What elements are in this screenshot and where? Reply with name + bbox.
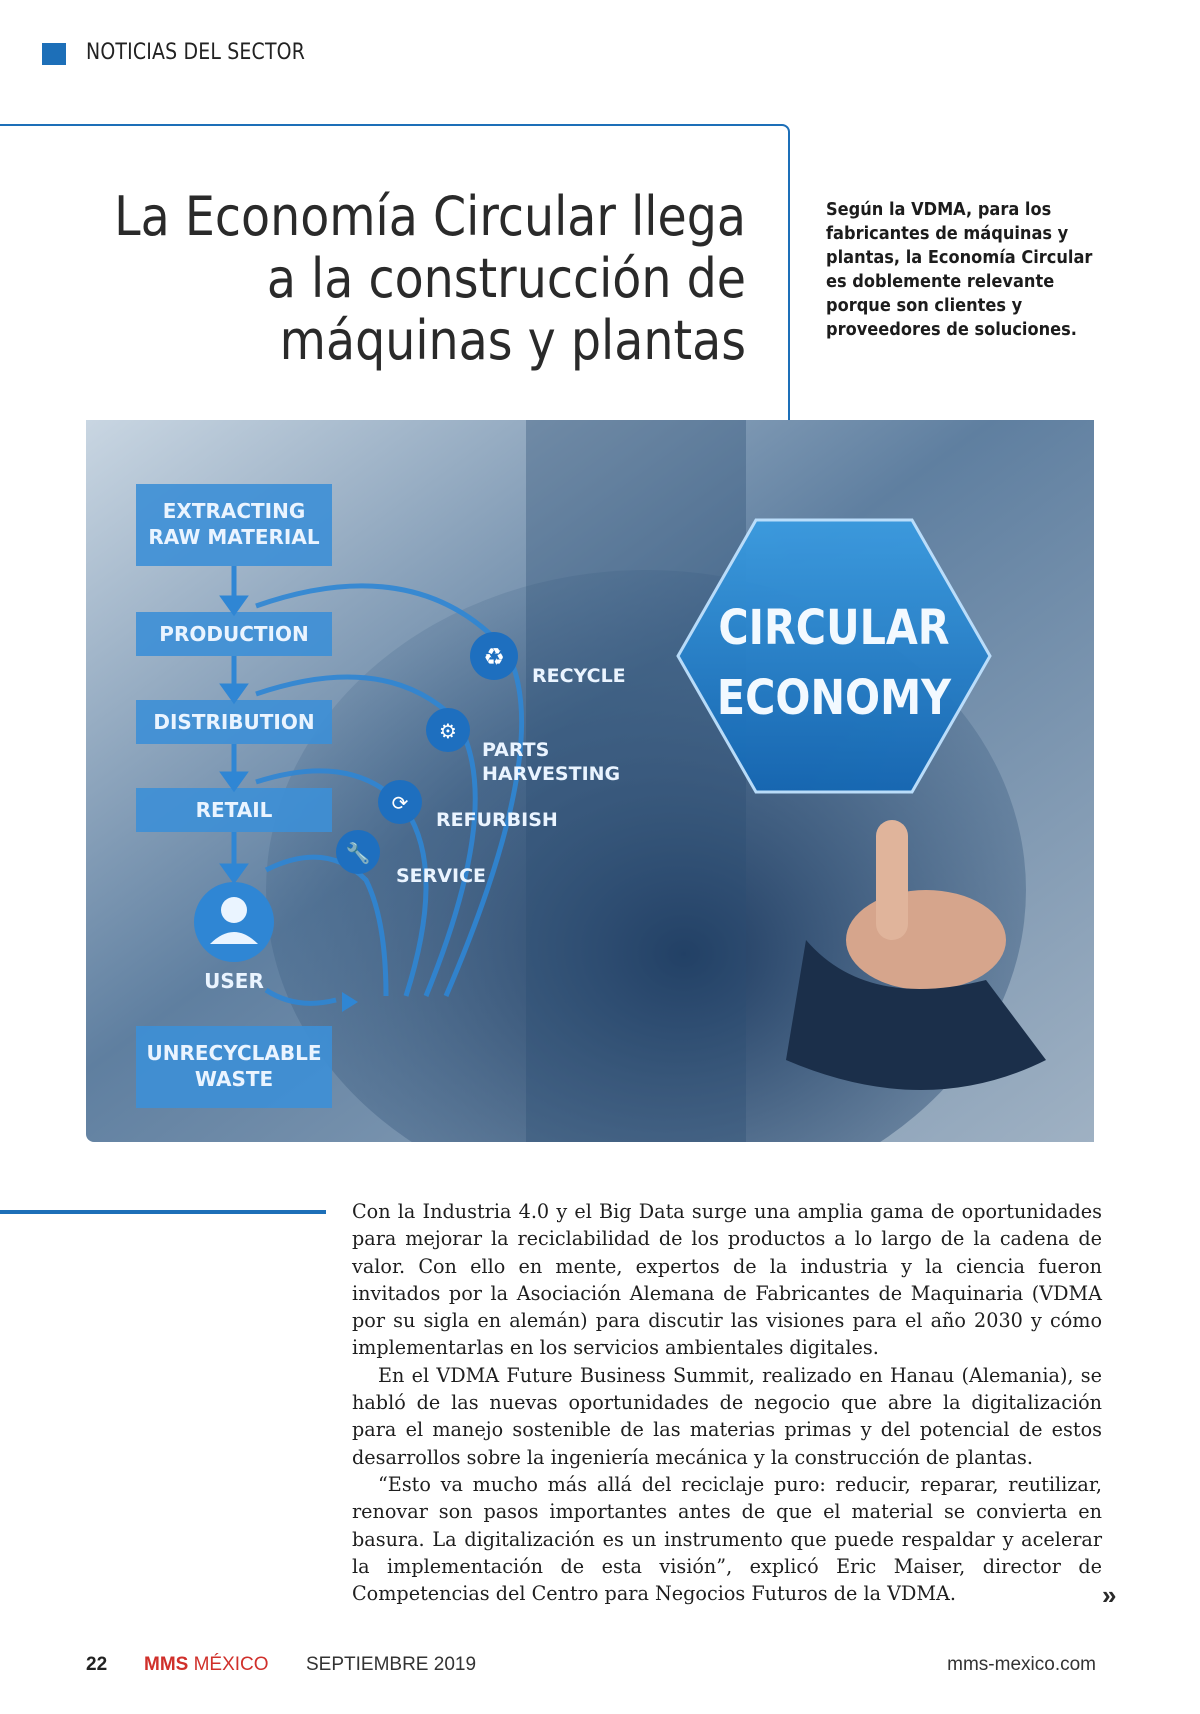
loop-label-refurbish: REFURBISH [436,809,558,831]
hero-image [86,420,1094,1142]
svg-text:♻: ♻ [483,643,505,671]
refresh-icon [378,780,422,824]
page-number: 22 [86,1654,108,1675]
section-label: NOTICIAS DEL SECTOR [86,40,306,65]
recycle-icon [470,632,518,680]
svg-text:WASTE: WASTE [194,1067,274,1091]
section-marker [42,43,66,65]
loop-label-parts: PARTS [482,739,550,761]
wrench-icon [336,830,380,874]
gear-bolt-icon [426,708,470,752]
issue-date: SEPTIEMBRE 2019 [306,1654,477,1675]
paragraph: En el VDMA Future Business Summit, realizado en Hanau (Alemania), se habló de las nuevas oportunidades de negocio que abre la digitalización para el manejo sostenible de las materias primas y del potencial de estos desarrollos sobre la ingeniería mecánica y la construcción de plantas. [352,1363,1102,1469]
svg-text:DISTRIBUTION: DISTRIBUTION [153,710,315,734]
article-deck: Según la VDMA, para los fabricantes de máquinas y plantas, la Economía Circular es doblemente relevante porque son clientes y proveedores de soluciones. [826,199,1093,340]
svg-text:EXTRACTING: EXTRACTING [162,499,306,523]
svg-text:⚙: ⚙ [439,719,457,743]
flow-box-waste [136,1026,332,1108]
svg-text:PRODUCTION: PRODUCTION [159,622,309,646]
body-rule [0,1210,326,1214]
flow-box-production [136,612,332,656]
svg-text:CIRCULAR: CIRCULAR [718,598,950,656]
flow-box-retail [136,788,332,832]
svg-text:RETAIL: RETAIL [195,798,273,822]
svg-text:RAW MATERIAL: RAW MATERIAL [148,525,320,549]
article-body [352,1198,1102,1607]
svg-text:⟳: ⟳ [391,791,409,815]
continue-arrow-icon[interactable]: » [1102,1580,1117,1610]
svg-text:ECONOMY: ECONOMY [716,668,952,726]
article-title: La Economía Circular llega a la construcción de máquinas y plantas [114,185,747,372]
site-link[interactable]: mms-mexico.com [947,1654,1096,1675]
svg-text:UNRECYCLABLE: UNRECYCLABLE [146,1041,322,1065]
user-label: USER [204,969,264,993]
paragraph: Con la Industria 4.0 y el Big Data surge una amplia gama de oportunidades para mejorar la reciclabilidad de los productos a lo largo de la cadena de valor. Con ello en mente, expertos de la industria y la ciencia fueron invitados por la Asociación Alemana de Fabricantes de Maquinaria (VDMA por su sigla en alemán) para discutir las visiones para el año 2030 y cómo implementarlas en los servicios ambientales digitales. [352,1200,1102,1360]
user-icon [194,882,274,962]
brand-name: MMS MÉXICO [144,1654,269,1675]
loop-label-recycle: RECYCLE [532,665,626,687]
flow-box-extracting [136,484,332,566]
paragraph: “Esto va mucho más allá del reciclaje puro: reducir, reparar, reutilizar, renovar son pasos importantes antes de que el material se convierta en basura. La digitalización es un instrumento que puede respaldar y acelerar la implementación de esta visión”, explicó Eric Maiser, director de Competencias del Centro para Negocios Futuros de la VDMA. [352,1472,1102,1606]
svg-text:🔧: 🔧 [345,841,371,865]
flow-box-distribution [136,700,332,744]
loop-label-service: SERVICE [396,865,486,887]
loop-label-harvesting: HARVESTING [482,763,621,785]
